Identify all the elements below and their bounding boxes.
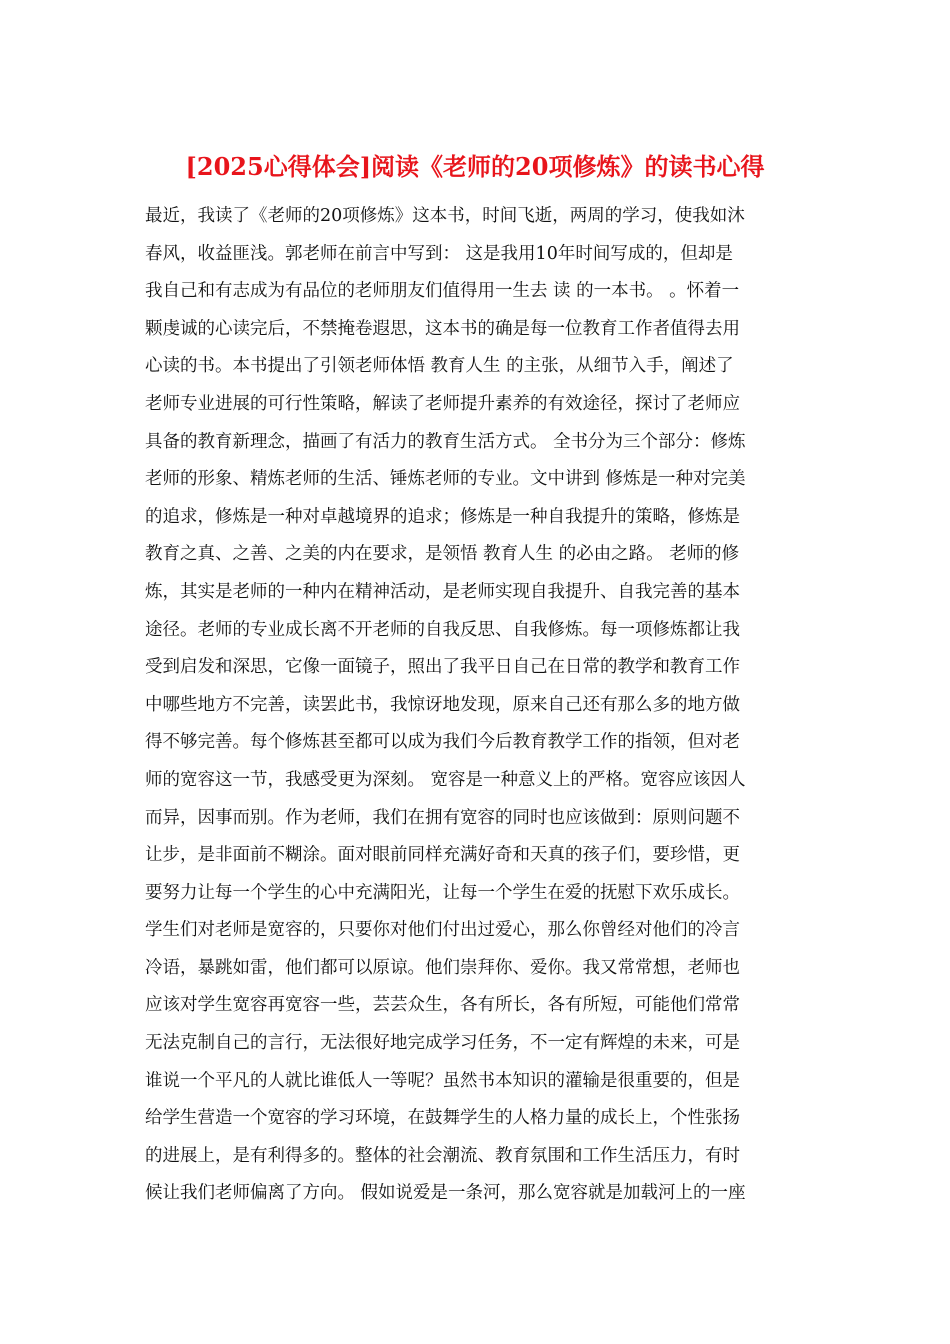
body-line: 我自己和有志成为有品位的老师朋友们值得用一生去 读 的一本书。 。怀着一 (145, 281, 740, 302)
body-line: 的进展上，是有利得多的。整体的社会潮流、教育氛围和工作生活压力，有时 (145, 1145, 740, 1166)
body-line: 最近，我读了《老师的20项修炼》这本书，时间飞逝，两周的学习，使我如沐 (145, 206, 745, 226)
body-line: 让步，是非面前不糊涂。面对眼前同样充满好奇和天真的孩子们，要珍惜，更 (145, 845, 740, 866)
body-line: 而异，因事而别。作为老师，我们在拥有宽容的同时也应该做到：原则问题不 (145, 807, 740, 828)
document-title: [2025心得体会]阅读《老师的20项修炼》的读书心得 (185, 152, 765, 181)
body-line: 炼，其实是老师的一种内在精神活动，是老师实现自我提升、自我完善的基本 (145, 581, 740, 602)
body-line: 的追求，修炼是一种对卓越境界的追求；修炼是一种自我提升的策略，修炼是 (145, 506, 740, 527)
body-line: 教育之真、之善、之美的内在要求，是领悟 教育人生 的必由之路。 老师的修 (145, 544, 740, 565)
body-line: 谁说一个平凡的人就比谁低人一等呢？虽然书本知识的灌输是很重要的，但是 (145, 1070, 740, 1091)
body-line: 颗虔诚的心读完后，不禁掩卷遐思，这本书的确是每一位教育工作者值得去用 (145, 318, 740, 339)
body-line: 要努力让每一个学生的心中充满阳光，让每一个学生在爱的抚慰下欢乐成长。 (145, 882, 740, 903)
body-line: 候让我们老师偏离了方向。 假如说爱是一条河，那么宽容就是加载河上的一座 (145, 1183, 746, 1204)
body-line: 冷语，暴跳如雷，他们都可以原谅。他们崇拜你、爱你。我又常常想，老师也 (145, 957, 740, 978)
document-body (145, 198, 805, 1213)
body-line: 心读的书。本书提出了引领老师体悟 教育人生 的主张，从细节入手，阐述了 (145, 356, 734, 377)
body-line: 得不够完善。每个修炼甚至都可以成为我们今后教育教学工作的指领，但对老 (145, 732, 740, 753)
body-line: 无法克制自己的言行，无法很好地完成学习任务，不一定有辉煌的未来，可是 (145, 1033, 740, 1054)
body-line: 师的宽容这一节，我感受更为深刻。 宽容是一种意义上的严格。宽容应该因人 (145, 769, 746, 790)
body-line: 学生们对老师是宽容的，只要你对他们付出过爱心，那么你曾经对他们的冷言 (145, 920, 740, 941)
body-line: 春风，收益匪浅。郭老师在前言中写到： 这是我用10年时间写成的，但却是 (145, 243, 733, 264)
body-line: 应该对学生宽容再宽容一些，芸芸众生，各有所长，各有所短，可能他们常常 (145, 995, 740, 1016)
body-line: 受到启发和深思，它像一面镜子，照出了我平日自己在日常的教学和教育工作 (145, 657, 740, 678)
body-line: 中哪些地方不完善，读罢此书，我惊讶地发现，原来自己还有那么多的地方做 (145, 694, 740, 715)
body-line: 具备的教育新理念，描画了有活力的教育生活方式。 全书分为三个部分：修炼 (145, 431, 746, 452)
body-line: 途径。老师的专业成长离不开老师的自我反思、自我修炼。每一项修炼都让我 (145, 619, 740, 640)
body-line: 给学生营造一个宽容的学习环境，在鼓舞学生的人格力量的成长上，个性张扬 (145, 1108, 740, 1129)
body-line: 老师专业进展的可行性策略，解读了老师提升素养的有效途径，探讨了老师应 (145, 393, 740, 414)
body-line: 老师的形象、精炼老师的生活、锤炼老师的专业。文中讲到 修炼是一种对完美 (145, 469, 746, 490)
